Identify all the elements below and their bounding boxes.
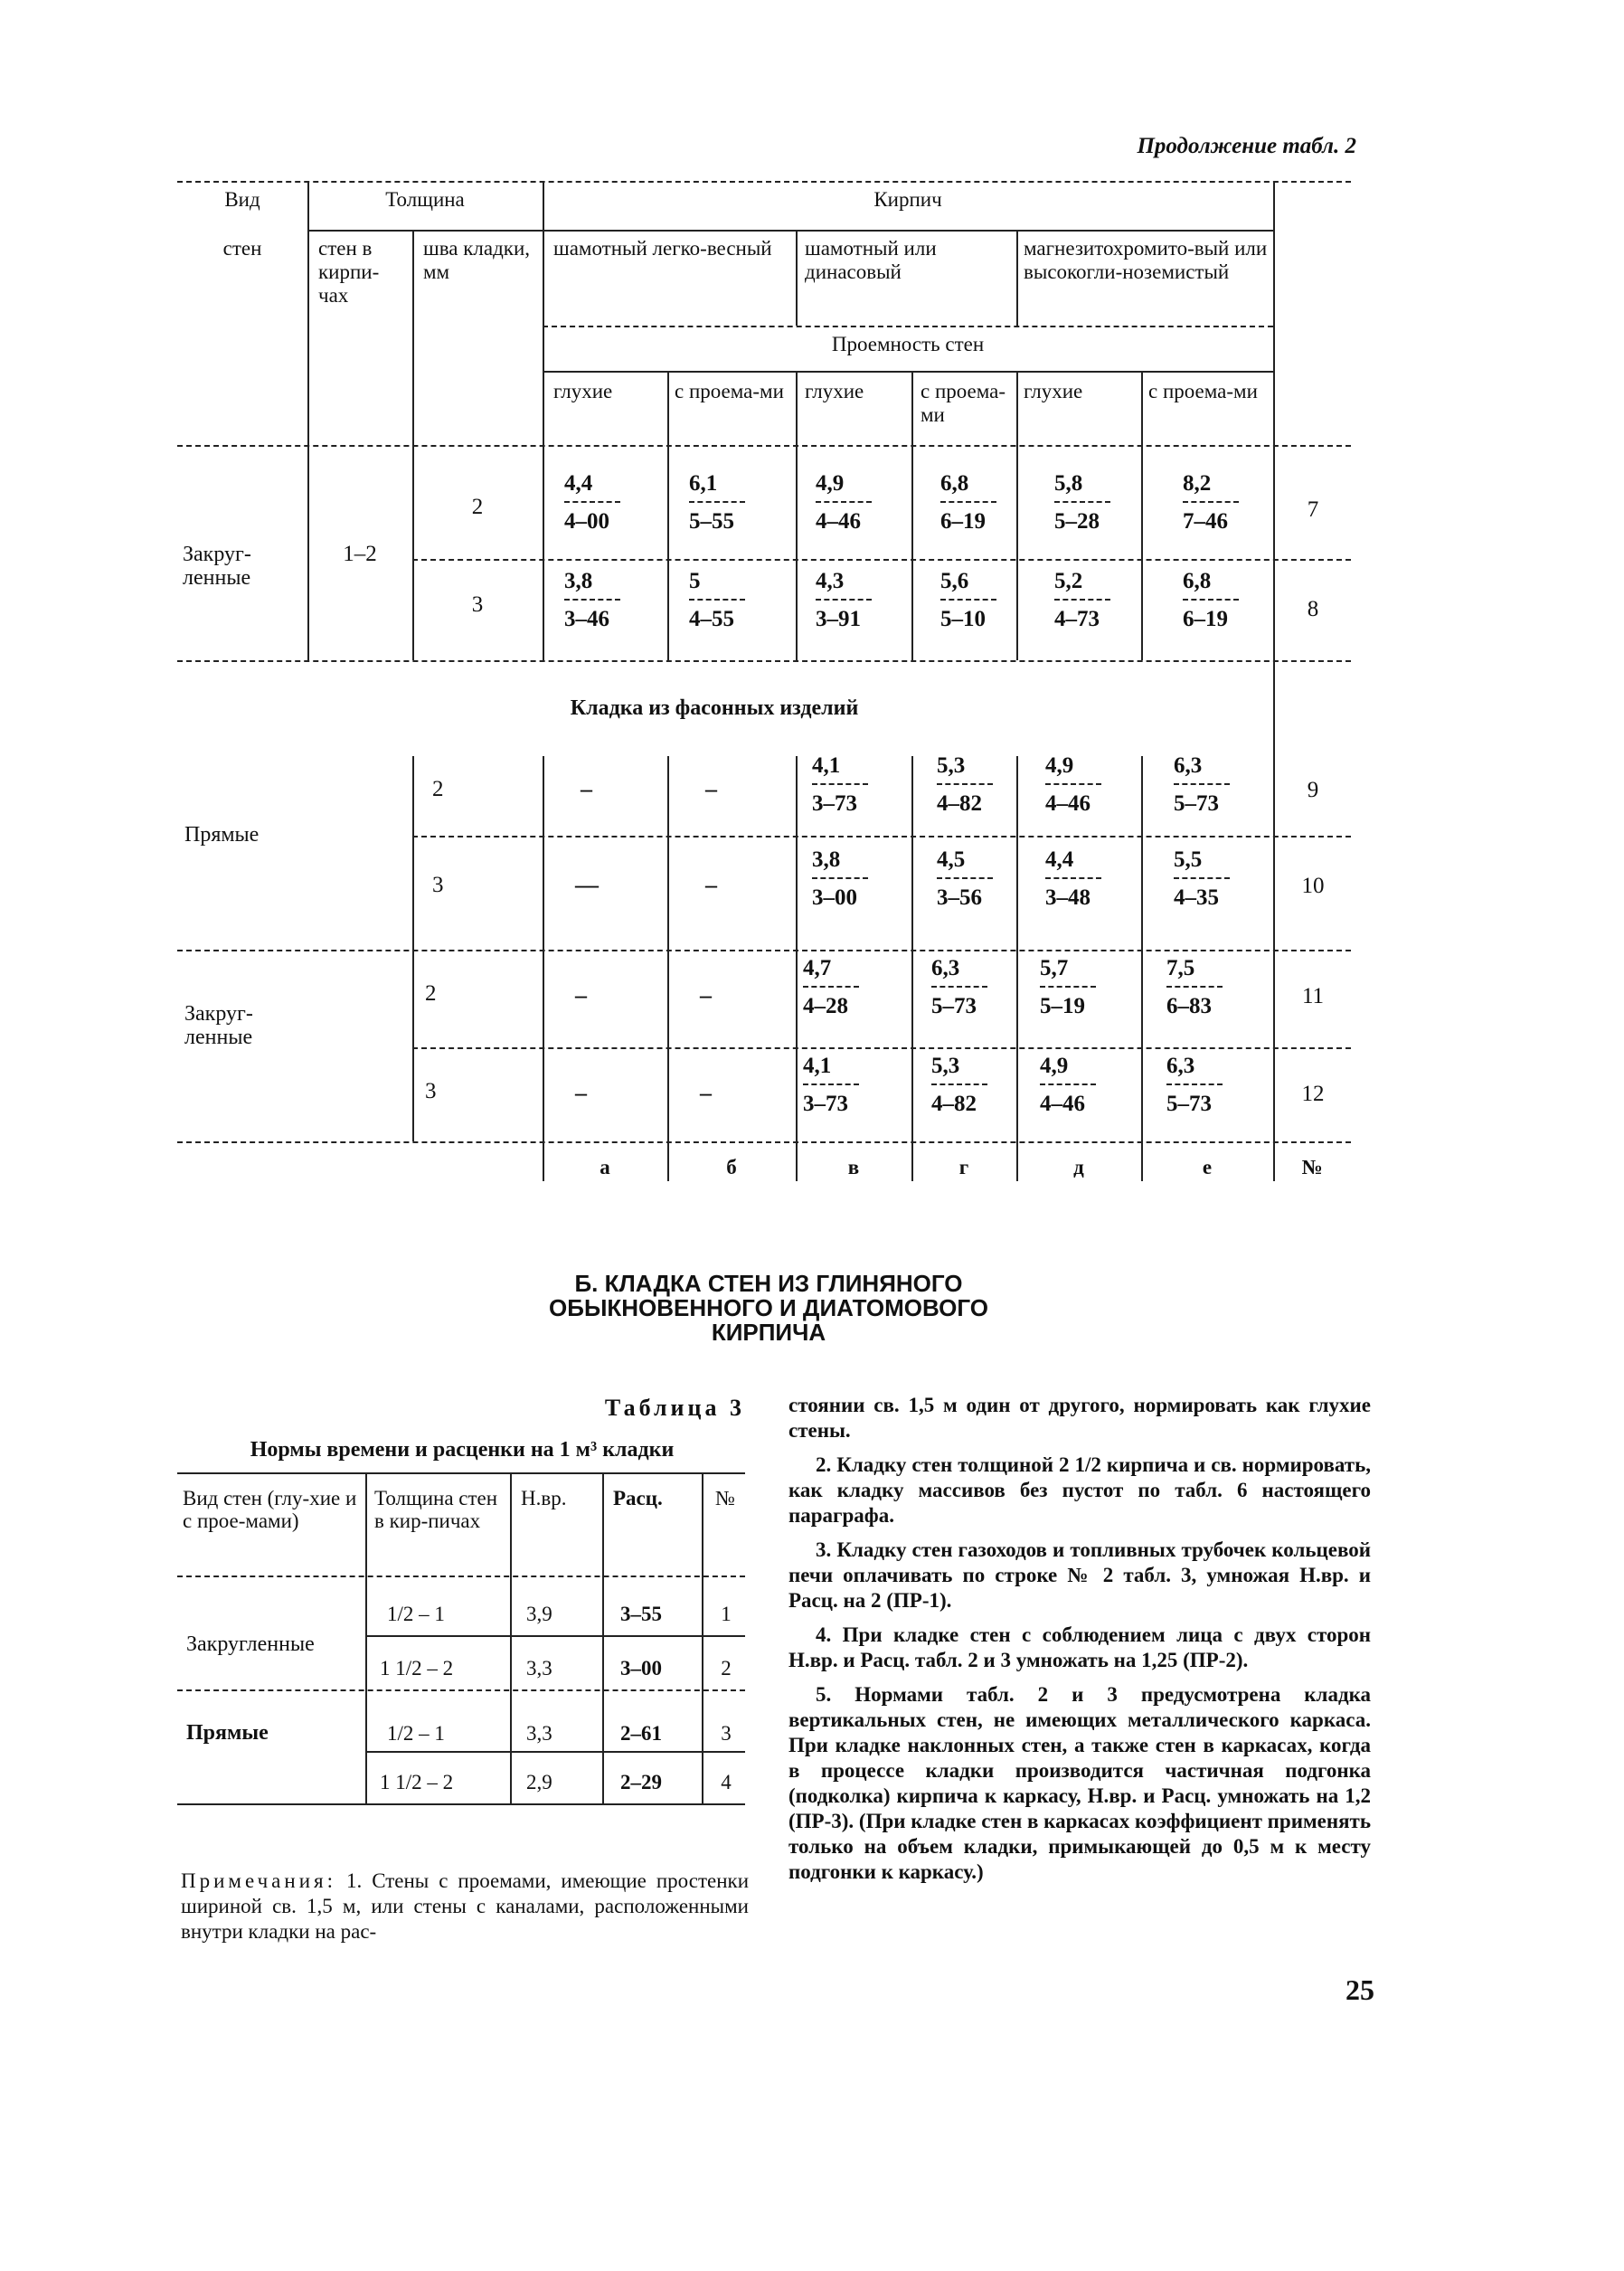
subheading-fasonnye: Кладка из фасонных изделий bbox=[570, 696, 859, 720]
header-kirpich: Кирпич bbox=[873, 188, 942, 211]
table3-header-tolshchina: Толщина стен в кир-пичах bbox=[374, 1487, 498, 1532]
note-1-end: стоянии св. 1,5 м один от другого, нормировать как глухие стены. bbox=[788, 1394, 1371, 1442]
cell-r12-v: 4,1 3–73 bbox=[803, 1051, 875, 1120]
row7-seam: 2 bbox=[471, 495, 484, 519]
cell-r11-a: – bbox=[575, 982, 587, 1008]
table3-r1-no: 1 bbox=[721, 1603, 732, 1625]
row-number-9: 9 bbox=[1307, 778, 1319, 802]
header-tolshchina: Толщина bbox=[385, 188, 465, 211]
header-proemnost: Проемность стен bbox=[831, 333, 985, 355]
cell-r9-v: 4,1 3–73 bbox=[812, 751, 884, 819]
cell-r12-e: 6,3 5–73 bbox=[1166, 1051, 1239, 1120]
header-brick-2: шамотный или динасовый bbox=[805, 237, 937, 283]
footer-g: г bbox=[958, 1156, 969, 1178]
cell-r12-a: – bbox=[575, 1080, 587, 1106]
table3-r4-no: 4 bbox=[721, 1771, 732, 1793]
cell-r12-d: 4,9 4–46 bbox=[1040, 1051, 1112, 1120]
header-s-proemami-2: с проема-ми bbox=[921, 380, 1006, 426]
page-number: 25 bbox=[1345, 1973, 1374, 2006]
group1-thickness: 1–2 bbox=[343, 542, 377, 566]
table3-r2-no: 2 bbox=[721, 1657, 732, 1680]
table3-r1-nvr: 3,9 bbox=[526, 1603, 552, 1625]
header-shva-kladki: шва кладки, мм bbox=[423, 237, 531, 283]
row-number-7: 7 bbox=[1307, 497, 1319, 522]
cell-r10-b: – bbox=[705, 872, 717, 898]
cell-r9-a: – bbox=[581, 776, 592, 802]
table3-header-vid: Вид стен (глу-хие и с прое-мами) bbox=[183, 1487, 357, 1532]
table3-r4-rasc: 2–29 bbox=[620, 1771, 662, 1793]
header-gluhie-2: глухие bbox=[805, 380, 864, 402]
header-gluhie-1: глухие bbox=[553, 380, 613, 402]
table3-r2-thick: 1 1/2 – 2 bbox=[380, 1657, 454, 1680]
notes-right bbox=[788, 1393, 1371, 1894]
row11-seam: 2 bbox=[425, 981, 437, 1006]
footer-a: а bbox=[600, 1156, 610, 1178]
cell-r10-a: — bbox=[575, 872, 599, 898]
row10-seam: 3 bbox=[432, 873, 444, 897]
cell-r7-a: 4,4 4–00 bbox=[564, 468, 637, 537]
table3-r3-thick: 1/2 – 1 bbox=[387, 1722, 445, 1745]
header-s-proemami-1: с проема-ми bbox=[675, 380, 784, 402]
table3-r3-no: 3 bbox=[721, 1722, 732, 1745]
cell-r11-v: 4,7 4–28 bbox=[803, 953, 875, 1022]
footer-b: б bbox=[726, 1156, 737, 1178]
table3-r3-nvr: 3,3 bbox=[526, 1722, 552, 1745]
cell-r9-d: 4,9 4–46 bbox=[1045, 751, 1118, 819]
group1-label: Закруг-ленные bbox=[183, 543, 251, 590]
cell-r10-d: 4,4 3–48 bbox=[1045, 845, 1118, 913]
cell-r9-g: 5,3 4–82 bbox=[937, 751, 1009, 819]
table3-header-rasc: Расц. bbox=[613, 1487, 663, 1509]
cell-r11-b: – bbox=[700, 982, 712, 1008]
table3-header-no: № bbox=[715, 1487, 735, 1509]
header-sten-v-kirpichah: стен в кирпи-чах bbox=[318, 237, 380, 307]
cell-r7-d: 5,8 5–28 bbox=[1054, 468, 1127, 537]
notes-label: Примечания: bbox=[181, 1869, 336, 1892]
cell-r11-g: 6,3 5–73 bbox=[931, 953, 1004, 1022]
note-3: 3. Кладку стен газоходов и топливных трубочек кольцевой печи оплачивать по строке № 2 табл. 3, умножая Н.вр. и Расц. на 2 (ПР-1). bbox=[788, 1538, 1371, 1612]
table3-r4-thick: 1 1/2 – 2 bbox=[380, 1771, 454, 1793]
cell-r7-b: 6,1 5–55 bbox=[689, 468, 761, 537]
cell-r8-e: 6,8 6–19 bbox=[1183, 566, 1255, 635]
row12-seam: 3 bbox=[425, 1079, 437, 1103]
cell-r12-g: 5,3 4–82 bbox=[931, 1051, 1004, 1120]
table3-group-pryamye: Прямые bbox=[186, 1721, 269, 1745]
header-gluhie-3: глухие bbox=[1024, 380, 1083, 402]
cell-r8-a: 3,8 3–46 bbox=[564, 566, 637, 635]
cell-r10-e: 5,5 4–35 bbox=[1174, 845, 1246, 913]
header-vid: Вид bbox=[224, 188, 260, 211]
table3-group-zakrug: Закругленные bbox=[186, 1632, 315, 1656]
table3-r2-nvr: 3,3 bbox=[526, 1657, 552, 1680]
note-4: 4. При кладке стен с соблюдением лица с двух сторон Н.вр. и Расц. табл. 2 и 3 умножать на 1,25 (ПР-2). bbox=[788, 1623, 1371, 1671]
row-number-8: 8 bbox=[1307, 597, 1319, 621]
section-title: Б. КЛАДКА СТЕН ИЗ ГЛИНЯНОГО ОБЫКНОВЕННОГО И ДИАТОМОВОГО КИРПИЧА bbox=[549, 1270, 988, 1346]
table3-caption: Нормы времени и расценки на 1 м³ кладки bbox=[250, 1438, 675, 1462]
table3-r2-rasc: 3–00 bbox=[620, 1657, 662, 1680]
row8-seam: 3 bbox=[471, 592, 484, 617]
footer-d: д bbox=[1073, 1156, 1084, 1178]
table3-r4-nvr: 2,9 bbox=[526, 1771, 552, 1793]
cell-r7-e: 8,2 7–46 bbox=[1183, 468, 1255, 537]
cell-r8-v: 4,3 3–91 bbox=[816, 566, 888, 635]
header-s-proemami-3: с проема-ми bbox=[1148, 380, 1258, 402]
cell-r8-b: 5 4–55 bbox=[689, 566, 761, 635]
table3-r1-thick: 1/2 – 1 bbox=[387, 1603, 445, 1625]
row-number-12: 12 bbox=[1301, 1082, 1325, 1106]
cell-r10-g: 4,5 3–56 bbox=[937, 845, 1009, 913]
cell-r8-d: 5,2 4–73 bbox=[1054, 566, 1127, 635]
notes-left bbox=[181, 1869, 749, 1945]
group3-label: Закруг-ленные bbox=[184, 1002, 253, 1049]
footer-v: в bbox=[847, 1156, 860, 1178]
note-5: 5. Нормами табл. 2 и 3 предусмотрена кладка вертикальных стен, не имеющих металлического каркаса. При кладке наклонных стен, а также стен в каркасах, когда в процессе кладки производится частичная подгонка (подколка) кирпича к каркасу, Н.вр. и Расц. умножать на 1,2 (ПР-3). (При кладке стен в каркасах коэффициент применять только на объем кладки, примыкающей до 0,5 м к месту подгонки к каркасу.) bbox=[788, 1683, 1371, 1883]
cell-r10-v: 3,8 3–00 bbox=[812, 845, 884, 913]
footer-no: № bbox=[1301, 1156, 1323, 1178]
header-brick-3: магнезитохромито-вый или высокогли-ноземистый bbox=[1024, 237, 1268, 283]
header-sten: стен bbox=[222, 237, 262, 260]
table3-r1-rasc: 3–55 bbox=[620, 1603, 662, 1625]
cell-r11-d: 5,7 5–19 bbox=[1040, 953, 1112, 1022]
continuation-label: Продолжение табл. 2 bbox=[1137, 134, 1356, 158]
row9-seam: 2 bbox=[432, 777, 444, 801]
row-number-11: 11 bbox=[1301, 984, 1325, 1008]
note-1-start: 1. Стены с проемами, имеющие простенки шириной св. 1,5 м, или стены с каналами, расположенными внутри кладки на рас- bbox=[181, 1869, 749, 1943]
cell-r7-v: 4,9 4–46 bbox=[816, 468, 888, 537]
table3-r3-rasc: 2–61 bbox=[620, 1722, 662, 1745]
cell-r11-e: 7,5 6–83 bbox=[1166, 953, 1239, 1022]
table3-label: Таблица 3 bbox=[604, 1395, 745, 1421]
cell-r7-g: 6,8 6–19 bbox=[940, 468, 1013, 537]
note-2: 2. Кладку стен толщиной 2 1/2 кирпича и св. нормировать, как кладку массивов без пустот по табл. 6 настоящего параграфа. bbox=[788, 1453, 1371, 1527]
group2-label: Прямые bbox=[184, 823, 260, 847]
table3-header-nvr: Н.вр. bbox=[521, 1487, 567, 1509]
cell-r8-g: 5,6 5–10 bbox=[940, 566, 1013, 635]
cell-r9-e: 6,3 5–73 bbox=[1174, 751, 1246, 819]
cell-r9-b: – bbox=[705, 776, 717, 802]
row-number-10: 10 bbox=[1301, 874, 1325, 898]
footer-e: е bbox=[1202, 1156, 1213, 1178]
header-brick-1: шамотный легко-весный bbox=[553, 237, 772, 260]
cell-r12-b: – bbox=[700, 1080, 712, 1106]
